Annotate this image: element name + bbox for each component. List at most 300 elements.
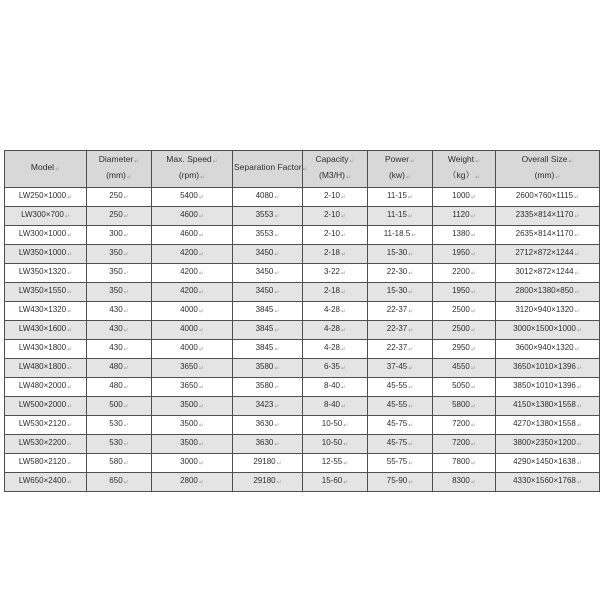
- table-cell: 10-50↵: [303, 416, 368, 435]
- table-body: [5, 188, 600, 492]
- table-cell: LW350×1320↵: [5, 264, 87, 283]
- paragraph-mark-icon: ↵: [340, 252, 347, 258]
- paragraph-mark-icon: ↵: [576, 404, 582, 410]
- table-cell: 15-30↵: [368, 245, 433, 264]
- column-unit: (M3/H)↵: [318, 170, 351, 181]
- table-cell: 530↵: [87, 416, 152, 435]
- paragraph-mark-icon: ↵: [576, 385, 582, 391]
- paragraph-mark-icon: ↵: [340, 309, 347, 315]
- table-cell: 45-75↵: [368, 416, 433, 435]
- column-label: Diameter↵: [98, 154, 140, 165]
- paragraph-mark-icon: ↵: [408, 366, 414, 372]
- table-row: [5, 226, 600, 245]
- table-cell: 4200↵: [152, 283, 233, 302]
- paragraph-mark-icon: ↵: [470, 290, 476, 296]
- table-cell: 3845↵: [233, 302, 303, 321]
- paragraph-mark-icon: ↵: [408, 309, 414, 315]
- table-cell: 4200↵: [152, 245, 233, 264]
- table-row: [5, 302, 600, 321]
- paragraph-mark-icon: ↵: [67, 271, 73, 277]
- paragraph-mark-icon: ↵: [198, 271, 204, 277]
- table-cell: 3650↵: [152, 378, 233, 397]
- paragraph-mark-icon: ↵: [67, 366, 73, 372]
- table-header: [5, 151, 600, 188]
- column-label: Capacity↵: [315, 154, 355, 165]
- table-cell: 55-75↵: [368, 454, 433, 473]
- table-cell: 3845↵: [233, 340, 303, 359]
- table-cell: 3580↵: [233, 378, 303, 397]
- paragraph-mark-icon: ↵: [408, 442, 414, 448]
- table-cell: LW530×2120↵: [5, 416, 87, 435]
- table-cell: 5400↵: [152, 188, 233, 207]
- paragraph-mark-icon: ↵: [345, 175, 351, 181]
- table-cell: 8-40↵: [303, 397, 368, 416]
- table-cell: 2200↵: [433, 264, 496, 283]
- table-cell: 3580↵: [233, 359, 303, 378]
- paragraph-mark-icon: ↵: [67, 233, 73, 239]
- table-cell: 15-60↵: [303, 473, 368, 492]
- paragraph-mark-icon: ↵: [123, 214, 129, 220]
- paragraph-mark-icon: ↵: [408, 347, 414, 353]
- table-cell: 2500↵: [433, 321, 496, 340]
- table-cell: 2635×814×1170↵: [496, 226, 600, 245]
- table-cell: 2-10↵: [303, 207, 368, 226]
- paragraph-mark-icon: ↵: [274, 423, 280, 429]
- paragraph-mark-icon: ↵: [134, 159, 140, 165]
- table-cell: 3000×1500×1000↵: [496, 321, 600, 340]
- table-cell: 4330×1560×1768↵: [496, 473, 600, 492]
- table-cell: 3553↵: [233, 226, 303, 245]
- column-header-0: [5, 151, 87, 188]
- table-cell: 11-15↵: [368, 188, 433, 207]
- paragraph-mark-icon: ↵: [67, 309, 73, 315]
- table-cell: 3500↵: [152, 435, 233, 454]
- paragraph-mark-icon: ↵: [343, 423, 349, 429]
- paragraph-mark-icon: ↵: [470, 480, 476, 486]
- table-cell: 480↵: [87, 378, 152, 397]
- column-unit: (kw)↵: [388, 170, 412, 181]
- paragraph-mark-icon: ↵: [410, 159, 416, 165]
- paragraph-mark-icon: ↵: [67, 480, 73, 486]
- table-cell: LW430×1320↵: [5, 302, 87, 321]
- paragraph-mark-icon: ↵: [274, 195, 280, 201]
- column-header-6: [433, 151, 496, 188]
- table-cell: 2-10↵: [303, 188, 368, 207]
- paragraph-mark-icon: ↵: [408, 271, 414, 277]
- table-cell: 3650×1010×1396↵: [496, 359, 600, 378]
- paragraph-mark-icon: ↵: [340, 195, 347, 201]
- table-cell: 22-30↵: [368, 264, 433, 283]
- table-cell: 1950↵: [433, 245, 496, 264]
- table-cell: 1950↵: [433, 283, 496, 302]
- column-header-4: [303, 151, 368, 188]
- paragraph-mark-icon: ↵: [470, 423, 476, 429]
- paragraph-mark-icon: ↵: [568, 159, 574, 165]
- table-cell: 4600↵: [152, 226, 233, 245]
- table-cell: 2500↵: [433, 302, 496, 321]
- paragraph-mark-icon: ↵: [407, 195, 413, 201]
- table-row: [5, 473, 600, 492]
- paragraph-mark-icon: ↵: [123, 328, 129, 334]
- paragraph-mark-icon: ↵: [123, 442, 129, 448]
- paragraph-mark-icon: ↵: [274, 290, 280, 296]
- paragraph-mark-icon: ↵: [470, 347, 476, 353]
- table-cell: 11-15↵: [368, 207, 433, 226]
- paragraph-mark-icon: ↵: [302, 167, 308, 173]
- table-row: [5, 321, 600, 340]
- table-cell: 430↵: [87, 321, 152, 340]
- table-cell: 5800↵: [433, 397, 496, 416]
- table-cell: 430↵: [87, 340, 152, 359]
- paragraph-mark-icon: ↵: [408, 480, 414, 486]
- paragraph-mark-icon: ↵: [470, 385, 476, 391]
- paragraph-mark-icon: ↵: [276, 480, 282, 486]
- table-row: [5, 245, 600, 264]
- paragraph-mark-icon: ↵: [123, 404, 129, 410]
- table-cell: 45-55↵: [368, 397, 433, 416]
- table-cell: LW480×1800↵: [5, 359, 87, 378]
- table-row: [5, 207, 600, 226]
- paragraph-mark-icon: ↵: [123, 461, 129, 467]
- paragraph-mark-icon: ↵: [200, 175, 206, 181]
- paragraph-mark-icon: ↵: [340, 271, 347, 277]
- table-cell: 22-37↵: [368, 340, 433, 359]
- paragraph-mark-icon: ↵: [123, 385, 129, 391]
- table-cell: 8-40↵: [303, 378, 368, 397]
- table-cell: 7200↵: [433, 435, 496, 454]
- paragraph-mark-icon: ↵: [198, 252, 204, 258]
- paragraph-mark-icon: ↵: [408, 404, 414, 410]
- paragraph-mark-icon: ↵: [340, 214, 347, 220]
- table-cell: LW530×2200↵: [5, 435, 87, 454]
- paragraph-mark-icon: ↵: [576, 366, 582, 372]
- paragraph-mark-icon: ↵: [408, 290, 414, 296]
- paragraph-mark-icon: ↵: [574, 271, 580, 277]
- paragraph-mark-icon: ↵: [408, 328, 414, 334]
- paragraph-mark-icon: ↵: [340, 347, 347, 353]
- table-cell: LW350×1550↵: [5, 283, 87, 302]
- paragraph-mark-icon: ↵: [408, 461, 414, 467]
- paragraph-mark-icon: ↵: [411, 233, 417, 239]
- paragraph-mark-icon: ↵: [274, 271, 280, 277]
- table-cell: 4200↵: [152, 264, 233, 283]
- paragraph-mark-icon: ↵: [123, 480, 129, 486]
- table-cell: 4550↵: [433, 359, 496, 378]
- table-cell: LW430×1800↵: [5, 340, 87, 359]
- paragraph-mark-icon: ↵: [408, 423, 414, 429]
- table-cell: LW250×1000↵: [5, 188, 87, 207]
- paragraph-mark-icon: ↵: [574, 347, 580, 353]
- table-cell: LW480×2000↵: [5, 378, 87, 397]
- column-unit: （kg）↵: [447, 170, 480, 181]
- table-row: [5, 397, 600, 416]
- column-label: Max. Speed↵: [166, 154, 218, 165]
- paragraph-mark-icon: ↵: [67, 195, 73, 201]
- table-cell: 3845↵: [233, 321, 303, 340]
- column-label: Weight↵: [447, 154, 481, 165]
- table-cell: 2800↵: [152, 473, 233, 492]
- paragraph-mark-icon: ↵: [407, 214, 413, 220]
- table-cell: 1120↵: [433, 207, 496, 226]
- paragraph-mark-icon: ↵: [67, 404, 73, 410]
- paragraph-mark-icon: ↵: [408, 385, 414, 391]
- table-cell: 2600×760×1115↵: [496, 188, 600, 207]
- table-cell: 2335×814×1170↵: [496, 207, 600, 226]
- table-cell: 3423↵: [233, 397, 303, 416]
- paragraph-mark-icon: ↵: [67, 423, 73, 429]
- table-cell: 29180↵: [233, 454, 303, 473]
- table-cell: 580↵: [87, 454, 152, 473]
- table-row: [5, 359, 600, 378]
- table-cell: 4600↵: [152, 207, 233, 226]
- table-cell: 4150×1380×1558↵: [496, 397, 600, 416]
- paragraph-mark-icon: ↵: [198, 404, 204, 410]
- paragraph-mark-icon: ↵: [576, 328, 582, 334]
- table-cell: 4-28↵: [303, 302, 368, 321]
- paragraph-mark-icon: ↵: [198, 461, 204, 467]
- paragraph-mark-icon: ↵: [198, 290, 204, 296]
- table-cell: 7200↵: [433, 416, 496, 435]
- table-cell: 3850×1010×1396↵: [496, 378, 600, 397]
- paragraph-mark-icon: ↵: [574, 214, 580, 220]
- table-cell: 2712×872×1244↵: [496, 245, 600, 264]
- table-cell: 3000↵: [152, 454, 233, 473]
- table-cell: 29180↵: [233, 473, 303, 492]
- table-cell: 2-18↵: [303, 245, 368, 264]
- table-cell: 2-18↵: [303, 283, 368, 302]
- paragraph-mark-icon: ↵: [555, 175, 561, 181]
- paragraph-mark-icon: ↵: [198, 347, 204, 353]
- table-row: [5, 264, 600, 283]
- paragraph-mark-icon: ↵: [340, 385, 347, 391]
- table-row: [5, 340, 600, 359]
- paragraph-mark-icon: ↵: [349, 159, 355, 165]
- paragraph-mark-icon: ↵: [67, 328, 73, 334]
- column-header-2: [152, 151, 233, 188]
- column-label: Overall Size↵: [521, 154, 574, 165]
- paragraph-mark-icon: ↵: [274, 442, 280, 448]
- table-cell: LW300×1000↵: [5, 226, 87, 245]
- table-cell: 22-37↵: [368, 302, 433, 321]
- paragraph-mark-icon: ↵: [343, 442, 349, 448]
- paragraph-mark-icon: ↵: [198, 366, 204, 372]
- paragraph-mark-icon: ↵: [198, 214, 204, 220]
- paragraph-mark-icon: ↵: [470, 328, 476, 334]
- table-cell: 3600×940×1320↵: [496, 340, 600, 359]
- paragraph-mark-icon: ↵: [274, 309, 280, 315]
- table-cell: 350↵: [87, 283, 152, 302]
- paragraph-mark-icon: ↵: [340, 290, 347, 296]
- table-cell: 3500↵: [152, 397, 233, 416]
- paragraph-mark-icon: ↵: [274, 385, 280, 391]
- paragraph-mark-icon: ↵: [470, 404, 476, 410]
- paragraph-mark-icon: ↵: [343, 480, 349, 486]
- column-unit: (mm)↵: [534, 170, 561, 181]
- paragraph-mark-icon: ↵: [198, 309, 204, 315]
- table-cell: LW300×700↵: [5, 207, 87, 226]
- table-cell: 650↵: [87, 473, 152, 492]
- paragraph-mark-icon: ↵: [198, 423, 204, 429]
- paragraph-mark-icon: ↵: [406, 175, 412, 181]
- paragraph-mark-icon: ↵: [274, 252, 280, 258]
- table-row: [5, 454, 600, 473]
- paragraph-mark-icon: ↵: [574, 309, 580, 315]
- paragraph-mark-icon: ↵: [212, 159, 218, 165]
- paragraph-mark-icon: ↵: [198, 233, 204, 239]
- table-cell: 430↵: [87, 302, 152, 321]
- header-row: [5, 151, 600, 188]
- table-cell: 11-18.5↵: [368, 226, 433, 245]
- paragraph-mark-icon: ↵: [198, 480, 204, 486]
- paragraph-mark-icon: ↵: [470, 233, 476, 239]
- table-cell: 4290×1450×1638↵: [496, 454, 600, 473]
- paragraph-mark-icon: ↵: [274, 366, 280, 372]
- column-label: Power↵: [384, 154, 416, 165]
- table-row: [5, 378, 600, 397]
- paragraph-mark-icon: ↵: [470, 252, 476, 258]
- paragraph-mark-icon: ↵: [274, 404, 280, 410]
- table-cell: 250↵: [87, 207, 152, 226]
- paragraph-mark-icon: ↵: [274, 233, 280, 239]
- paragraph-mark-icon: ↵: [470, 461, 476, 467]
- paragraph-mark-icon: ↵: [574, 233, 580, 239]
- paragraph-mark-icon: ↵: [67, 347, 73, 353]
- table-cell: 3650↵: [152, 359, 233, 378]
- paragraph-mark-icon: ↵: [123, 366, 129, 372]
- paragraph-mark-icon: ↵: [470, 195, 476, 201]
- paragraph-mark-icon: ↵: [470, 309, 476, 315]
- paragraph-mark-icon: ↵: [470, 442, 476, 448]
- paragraph-mark-icon: ↵: [475, 159, 481, 165]
- paragraph-mark-icon: ↵: [276, 461, 282, 467]
- paragraph-mark-icon: ↵: [574, 252, 580, 258]
- table-cell: 12-55↵: [303, 454, 368, 473]
- column-header-5: [368, 151, 433, 188]
- table-cell: 4080↵: [233, 188, 303, 207]
- table-cell: 4000↵: [152, 302, 233, 321]
- table-cell: 1000↵: [433, 188, 496, 207]
- paragraph-mark-icon: ↵: [198, 328, 204, 334]
- table-cell: 15-30↵: [368, 283, 433, 302]
- paragraph-mark-icon: ↵: [67, 442, 73, 448]
- table-cell: LW350×1000↵: [5, 245, 87, 264]
- paragraph-mark-icon: ↵: [123, 423, 129, 429]
- table-cell: 2-10↵: [303, 226, 368, 245]
- paragraph-mark-icon: ↵: [340, 366, 347, 372]
- spec-table: [4, 150, 600, 492]
- table-cell: 7800↵: [433, 454, 496, 473]
- table-cell: LW500×2000↵: [5, 397, 87, 416]
- paragraph-mark-icon: ↵: [576, 461, 582, 467]
- paragraph-mark-icon: ↵: [340, 404, 347, 410]
- table-cell: 3012×872×1244↵: [496, 264, 600, 283]
- table-cell: 4000↵: [152, 321, 233, 340]
- paragraph-mark-icon: ↵: [123, 309, 129, 315]
- table-cell: LW650×2400↵: [5, 473, 87, 492]
- table-cell: 4-28↵: [303, 321, 368, 340]
- table-cell: 4270×1380×1558↵: [496, 416, 600, 435]
- column-header-7: [496, 151, 600, 188]
- paragraph-mark-icon: ↵: [123, 252, 129, 258]
- paragraph-mark-icon: ↵: [123, 347, 129, 353]
- paragraph-mark-icon: ↵: [198, 385, 204, 391]
- paragraph-mark-icon: ↵: [576, 480, 582, 486]
- paragraph-mark-icon: ↵: [576, 423, 582, 429]
- paragraph-mark-icon: ↵: [274, 347, 280, 353]
- table-cell: 4-28↵: [303, 340, 368, 359]
- paragraph-mark-icon: ↵: [274, 328, 280, 334]
- table-cell: 3-22↵: [303, 264, 368, 283]
- table-cell: 5050↵: [433, 378, 496, 397]
- table-cell: 75-90↵: [368, 473, 433, 492]
- paragraph-mark-icon: ↵: [470, 214, 476, 220]
- paragraph-mark-icon: ↵: [198, 195, 204, 201]
- paragraph-mark-icon: ↵: [67, 252, 73, 258]
- table-row: [5, 283, 600, 302]
- column-label: Separation Factor↵: [234, 162, 308, 173]
- table-cell: 10-50↵: [303, 435, 368, 454]
- table-cell: 250↵: [87, 188, 152, 207]
- table-cell: 8300↵: [433, 473, 496, 492]
- table-cell: 300↵: [87, 226, 152, 245]
- table-cell: 3450↵: [233, 283, 303, 302]
- paragraph-mark-icon: ↵: [574, 290, 580, 296]
- table-row: [5, 188, 600, 207]
- paragraph-mark-icon: ↵: [123, 290, 129, 296]
- paragraph-mark-icon: ↵: [67, 290, 73, 296]
- paragraph-mark-icon: ↵: [123, 233, 129, 239]
- table-cell: 2950↵: [433, 340, 496, 359]
- table-cell: 3553↵: [233, 207, 303, 226]
- table-cell: 480↵: [87, 359, 152, 378]
- table-cell: 1380↵: [433, 226, 496, 245]
- table-cell: 3630↵: [233, 416, 303, 435]
- paragraph-mark-icon: ↵: [340, 328, 347, 334]
- table-cell: 530↵: [87, 435, 152, 454]
- paragraph-mark-icon: ↵: [126, 175, 132, 181]
- column-unit: (rpm)↵: [178, 170, 206, 181]
- table-cell: 45-55↵: [368, 378, 433, 397]
- paragraph-mark-icon: ↵: [67, 385, 73, 391]
- table-row: [5, 416, 600, 435]
- paragraph-mark-icon: ↵: [470, 271, 476, 277]
- table-cell: LW580×2120↵: [5, 454, 87, 473]
- paragraph-mark-icon: ↵: [67, 461, 73, 467]
- paragraph-mark-icon: ↵: [198, 442, 204, 448]
- paragraph-mark-icon: ↵: [408, 252, 414, 258]
- paragraph-mark-icon: ↵: [64, 214, 70, 220]
- paragraph-mark-icon: ↵: [474, 175, 480, 181]
- table-cell: 3800×2350×1200↵: [496, 435, 600, 454]
- paragraph-mark-icon: ↵: [55, 167, 61, 173]
- table-cell: 3450↵: [233, 264, 303, 283]
- table-cell: 350↵: [87, 264, 152, 283]
- table-cell: 500↵: [87, 397, 152, 416]
- column-label: Model↵: [30, 162, 61, 173]
- column-header-3: [233, 151, 308, 188]
- paragraph-mark-icon: ↵: [343, 461, 349, 467]
- table-cell: 45-75↵: [368, 435, 433, 454]
- table-row: [5, 435, 600, 454]
- paragraph-mark-icon: ↵: [274, 214, 280, 220]
- table-cell: 3120×940×1320↵: [496, 302, 600, 321]
- paragraph-mark-icon: ↵: [340, 233, 347, 239]
- table-cell: 3450↵: [233, 245, 303, 264]
- table-cell: 4000↵: [152, 340, 233, 359]
- paragraph-mark-icon: ↵: [123, 195, 129, 201]
- table-cell: 3630↵: [233, 435, 303, 454]
- table-cell: 2800×1380×850↵: [496, 283, 600, 302]
